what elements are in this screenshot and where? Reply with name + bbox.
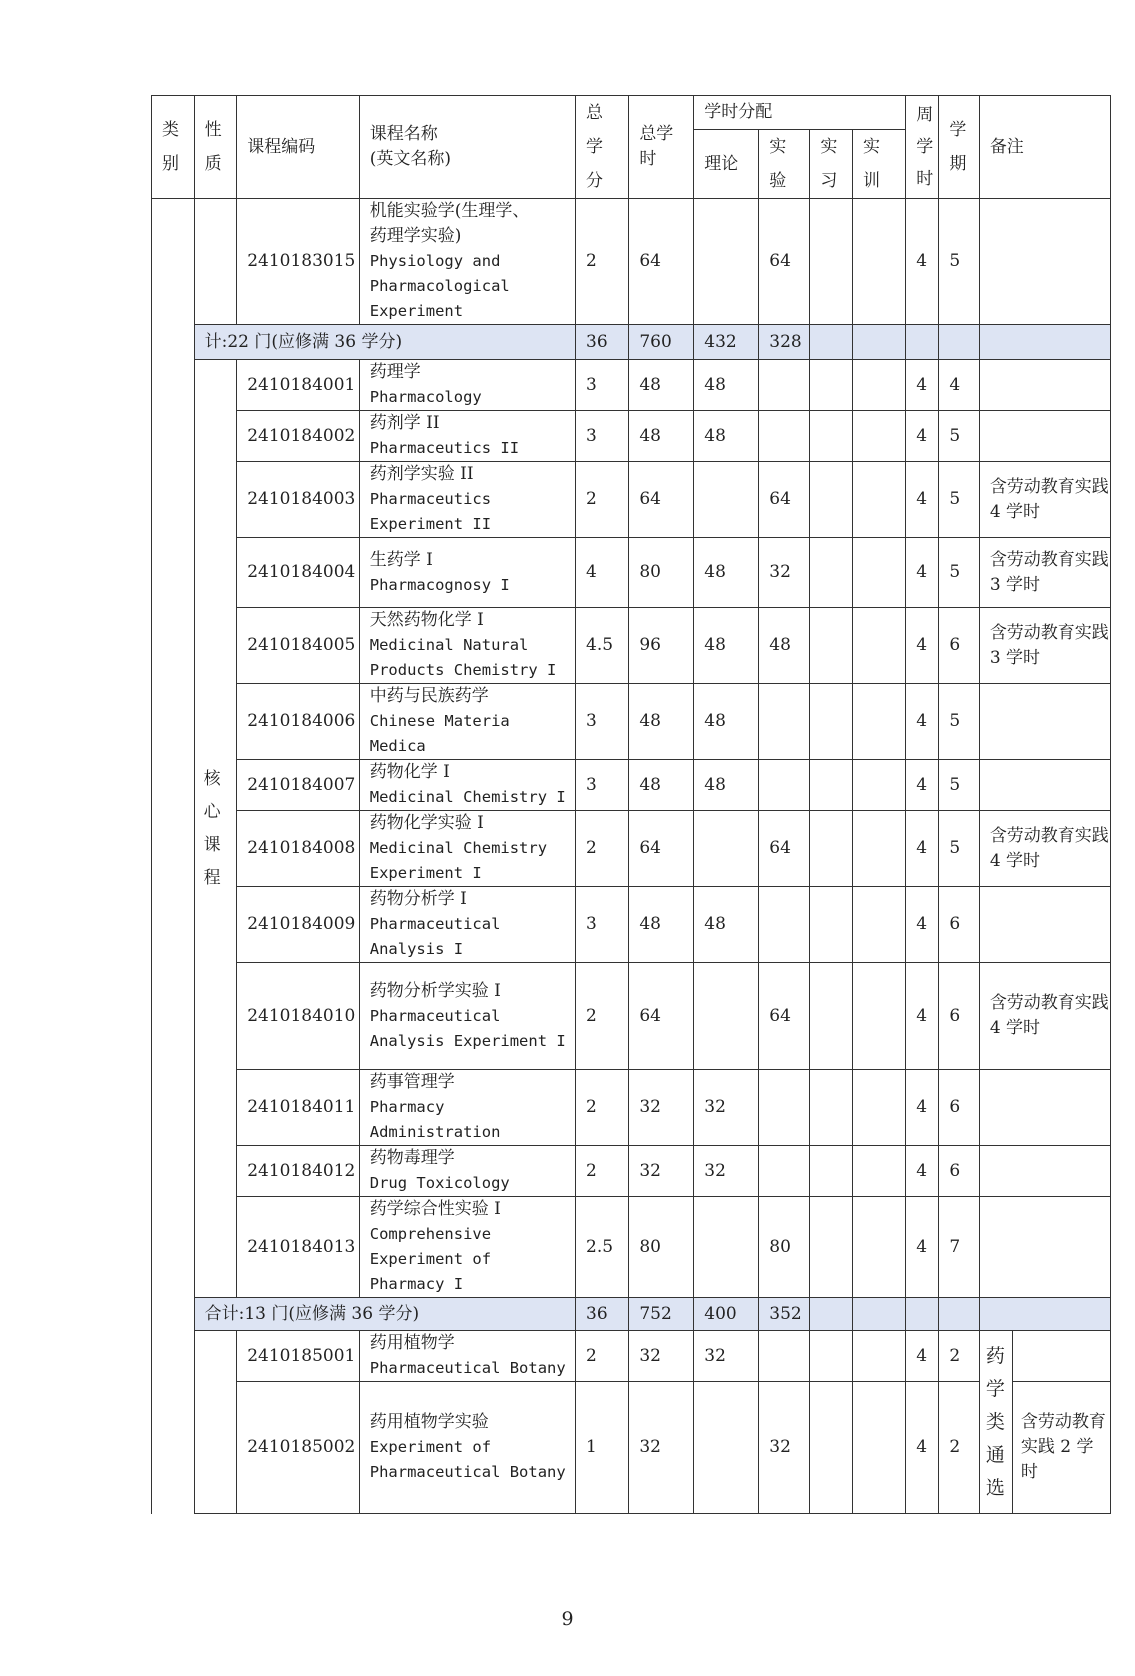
subtotal-theory: 432: [694, 325, 759, 360]
table-row: [152, 1331, 1111, 1382]
hours: 32: [629, 1070, 694, 1146]
semester: 6: [939, 608, 979, 684]
table-row: [152, 887, 1111, 963]
remarks: [979, 1070, 1110, 1146]
table-row: [152, 462, 1111, 538]
credits: 2: [576, 1146, 629, 1197]
remarks: 含劳动教育实践 2 学时: [1012, 1382, 1110, 1514]
lab-hours: 48: [759, 608, 810, 684]
course-code: 2410184008: [237, 811, 360, 887]
table-row: [152, 1070, 1111, 1146]
header-lab: 实验: [759, 130, 810, 199]
course-name: 药理学 Pharmacology: [359, 360, 575, 411]
course-name: 药物化学实验 I Medicinal Chemistry Experiment I: [359, 811, 575, 887]
subtotal-row: [152, 1298, 1111, 1331]
semester: 5: [939, 199, 979, 325]
table-row: [152, 1197, 1111, 1298]
lab-hours: [759, 684, 810, 760]
intern-hours: [810, 199, 853, 325]
header-total-credits: 总学分: [576, 96, 629, 199]
lab-hours: [759, 1070, 810, 1146]
remarks: [979, 887, 1110, 963]
lab-hours: [759, 411, 810, 462]
course-code: 2410184010: [237, 963, 360, 1070]
course-name: 生药学 I Pharmacognosy I: [359, 538, 575, 608]
credits: 2: [576, 1331, 629, 1382]
remarks: [979, 684, 1110, 760]
remarks: [979, 199, 1110, 325]
credits: 4.5: [576, 608, 629, 684]
table-row: [152, 1146, 1111, 1197]
theory-hours: 48: [694, 608, 759, 684]
remarks: [979, 411, 1110, 462]
table-header-row: [152, 96, 1111, 130]
course-name: 药用植物学实验 Experiment of Pharmaceutical Botany: [359, 1382, 575, 1514]
theory-hours: 32: [694, 1070, 759, 1146]
hours: 32: [629, 1146, 694, 1197]
credits: 4: [576, 538, 629, 608]
weekly-hours: 4: [906, 360, 939, 411]
hours: 64: [629, 963, 694, 1070]
table-row: [152, 199, 1111, 325]
credits: 2.5: [576, 1197, 629, 1298]
header-theory: 理论: [694, 130, 759, 199]
course-name: 药剂学实验 II Pharmaceutics Experiment II: [359, 462, 575, 538]
semester: 2: [939, 1382, 979, 1514]
hours: 80: [629, 1197, 694, 1298]
subtotal-credits: 36: [576, 1298, 629, 1331]
page-number: 9: [561, 1608, 574, 1630]
theory-hours: [694, 1382, 759, 1514]
course-code: 2410184012: [237, 1146, 360, 1197]
semester: 5: [939, 811, 979, 887]
theory-hours: [694, 811, 759, 887]
header-training: 实训: [853, 130, 906, 199]
header-course-name: 课程名称 (英文名称): [359, 96, 575, 199]
theory-hours: 32: [694, 1331, 759, 1382]
course-code: 2410184005: [237, 608, 360, 684]
remarks: [1012, 1331, 1110, 1382]
subtotal-lab: 352: [759, 1298, 810, 1331]
course-code: 2410184009: [237, 887, 360, 963]
lab-hours: [759, 360, 810, 411]
remarks: [979, 1197, 1110, 1298]
semester: 6: [939, 1070, 979, 1146]
course-code: 2410184002: [237, 411, 360, 462]
credits: 3: [576, 360, 629, 411]
subtotal-label: 计:22 门(应修满 36 学分): [194, 325, 575, 360]
table-row: [152, 1382, 1111, 1514]
nature-cell: [194, 1331, 237, 1514]
hours: 64: [629, 462, 694, 538]
course-name: 药学综合性实验 I Comprehensive Experiment of Pharmacy I: [359, 1197, 575, 1298]
theory-hours: [694, 199, 759, 325]
weekly-hours: 4: [906, 608, 939, 684]
lab-hours: 32: [759, 538, 810, 608]
curriculum-table: [151, 95, 1111, 1514]
course-code: 2410183015: [237, 199, 360, 325]
remarks: [979, 760, 1110, 811]
semester: 5: [939, 411, 979, 462]
credits: 2: [576, 811, 629, 887]
remarks: 含劳动教育实践 4 学时: [979, 811, 1110, 887]
subtotal-credits: 36: [576, 325, 629, 360]
weekly-hours: 4: [906, 462, 939, 538]
hours: 64: [629, 811, 694, 887]
header-course-code: 课程编码: [237, 96, 360, 199]
table-row: [152, 538, 1111, 608]
lab-hours: [759, 1146, 810, 1197]
remarks: [979, 1146, 1110, 1197]
course-name: 药用植物学 Pharmaceutical Botany: [359, 1331, 575, 1382]
elective-group-label: 药学类通选: [979, 1331, 1012, 1514]
weekly-hours: 4: [906, 684, 939, 760]
hours: 48: [629, 760, 694, 811]
credits: 3: [576, 684, 629, 760]
hours: 48: [629, 684, 694, 760]
table-row: [152, 811, 1111, 887]
remarks: 含劳动教育实践 3 学时: [979, 608, 1110, 684]
subtotal-hours: 760: [629, 325, 694, 360]
credits: 2: [576, 963, 629, 1070]
semester: 5: [939, 462, 979, 538]
core-courses-label: 核心课程: [203, 768, 221, 888]
weekly-hours: 4: [906, 199, 939, 325]
table-row: [152, 411, 1111, 462]
theory-hours: 48: [694, 411, 759, 462]
credits: 2: [576, 1070, 629, 1146]
lab-hours: 80: [759, 1197, 810, 1298]
theory-hours: 32: [694, 1146, 759, 1197]
course-name: 中药与民族药学 Chinese Materia Medica: [359, 684, 575, 760]
lab-hours: 64: [759, 963, 810, 1070]
semester: 6: [939, 1146, 979, 1197]
credits: 3: [576, 760, 629, 811]
course-name: 机能实验学(生理学、 药理学实验) Physiology and Pharmacological Experiment: [359, 199, 575, 325]
header-intern: 实习: [810, 130, 853, 199]
lab-hours: [759, 760, 810, 811]
core-label-cell: [194, 360, 237, 1298]
course-code: 2410185001: [237, 1331, 360, 1382]
hours: 48: [629, 887, 694, 963]
hours: 32: [629, 1382, 694, 1514]
theory-hours: 48: [694, 887, 759, 963]
course-name: 药物化学 I Medicinal Chemistry I: [359, 760, 575, 811]
hours: 64: [629, 199, 694, 325]
semester: 6: [939, 963, 979, 1070]
weekly-hours: 4: [906, 963, 939, 1070]
credits: 3: [576, 887, 629, 963]
header-nature: 性质: [194, 96, 237, 199]
theory-hours: 48: [694, 760, 759, 811]
subtotal-hours: 752: [629, 1298, 694, 1331]
course-code: 2410184007: [237, 760, 360, 811]
table-row: [152, 608, 1111, 684]
table-row: [152, 760, 1111, 811]
semester: 2: [939, 1331, 979, 1382]
weekly-hours: 4: [906, 1331, 939, 1382]
credits: 3: [576, 411, 629, 462]
header-semester: 学期: [939, 96, 979, 199]
course-name: 药物分析学实验 I Pharmaceutical Analysis Experiment I: [359, 963, 575, 1070]
lab-hours: [759, 887, 810, 963]
course-code: 2410184013: [237, 1197, 360, 1298]
weekly-hours: 4: [906, 887, 939, 963]
course-name: 药物毒理学 Drug Toxicology: [359, 1146, 575, 1197]
credits: 2: [576, 462, 629, 538]
course-code: 2410184004: [237, 538, 360, 608]
semester: 5: [939, 760, 979, 811]
semester: 6: [939, 887, 979, 963]
theory-hours: 48: [694, 684, 759, 760]
header-category: 类别: [152, 96, 195, 199]
header-hours-allocation: 学时分配: [694, 96, 906, 130]
weekly-hours: 4: [906, 760, 939, 811]
weekly-hours: 4: [906, 1070, 939, 1146]
semester: 5: [939, 684, 979, 760]
lab-hours: 64: [759, 811, 810, 887]
weekly-hours: 4: [906, 1146, 939, 1197]
header-total-hours: 总学时: [629, 96, 694, 199]
hours: 48: [629, 360, 694, 411]
course-name: 天然药物化学 I Medicinal Natural Products Chemistry I: [359, 608, 575, 684]
theory-hours: 48: [694, 360, 759, 411]
header-weekly-hours: 周学时: [906, 96, 939, 199]
weekly-hours: 4: [906, 411, 939, 462]
category-cell: [152, 199, 195, 1514]
subtotal-theory: 400: [694, 1298, 759, 1331]
weekly-hours: 4: [906, 1197, 939, 1298]
semester: 7: [939, 1197, 979, 1298]
theory-hours: [694, 1197, 759, 1298]
weekly-hours: 4: [906, 538, 939, 608]
course-code: 2410184011: [237, 1070, 360, 1146]
remarks: [979, 360, 1110, 411]
course-code: 2410185002: [237, 1382, 360, 1514]
semester: 4: [939, 360, 979, 411]
table-row: [152, 963, 1111, 1070]
theory-hours: 48: [694, 538, 759, 608]
course-code: 2410184003: [237, 462, 360, 538]
table-row: [152, 360, 1111, 411]
course-code: 2410184006: [237, 684, 360, 760]
lab-hours: [759, 1331, 810, 1382]
hours: 80: [629, 538, 694, 608]
remarks: 含劳动教育实践 4 学时: [979, 462, 1110, 538]
subtotal-label: 合计:13 门(应修满 36 学分): [194, 1298, 575, 1331]
course-name: 药物分析学 I Pharmaceutical Analysis I: [359, 887, 575, 963]
course-name: 药剂学 II Pharmaceutics II: [359, 411, 575, 462]
table-row: [152, 684, 1111, 760]
subtotal-row: [152, 325, 1111, 360]
hours: 48: [629, 411, 694, 462]
credits: 2: [576, 199, 629, 325]
course-name: 药事管理学 Pharmacy Administration: [359, 1070, 575, 1146]
weekly-hours: 4: [906, 1382, 939, 1514]
course-code: 2410184001: [237, 360, 360, 411]
header-remarks: 备注: [979, 96, 1110, 199]
remarks: 含劳动教育实践 4 学时: [979, 963, 1110, 1070]
training-hours: [853, 199, 906, 325]
credits: 1: [576, 1382, 629, 1514]
theory-hours: [694, 462, 759, 538]
semester: 5: [939, 538, 979, 608]
subtotal-lab: 328: [759, 325, 810, 360]
nature-cell: [194, 199, 237, 325]
lab-hours: 64: [759, 462, 810, 538]
theory-hours: [694, 963, 759, 1070]
hours: 32: [629, 1331, 694, 1382]
weekly-hours: 4: [906, 811, 939, 887]
remarks: 含劳动教育实践 3 学时: [979, 538, 1110, 608]
lab-hours: 32: [759, 1382, 810, 1514]
lab-hours: 64: [759, 199, 810, 325]
hours: 96: [629, 608, 694, 684]
